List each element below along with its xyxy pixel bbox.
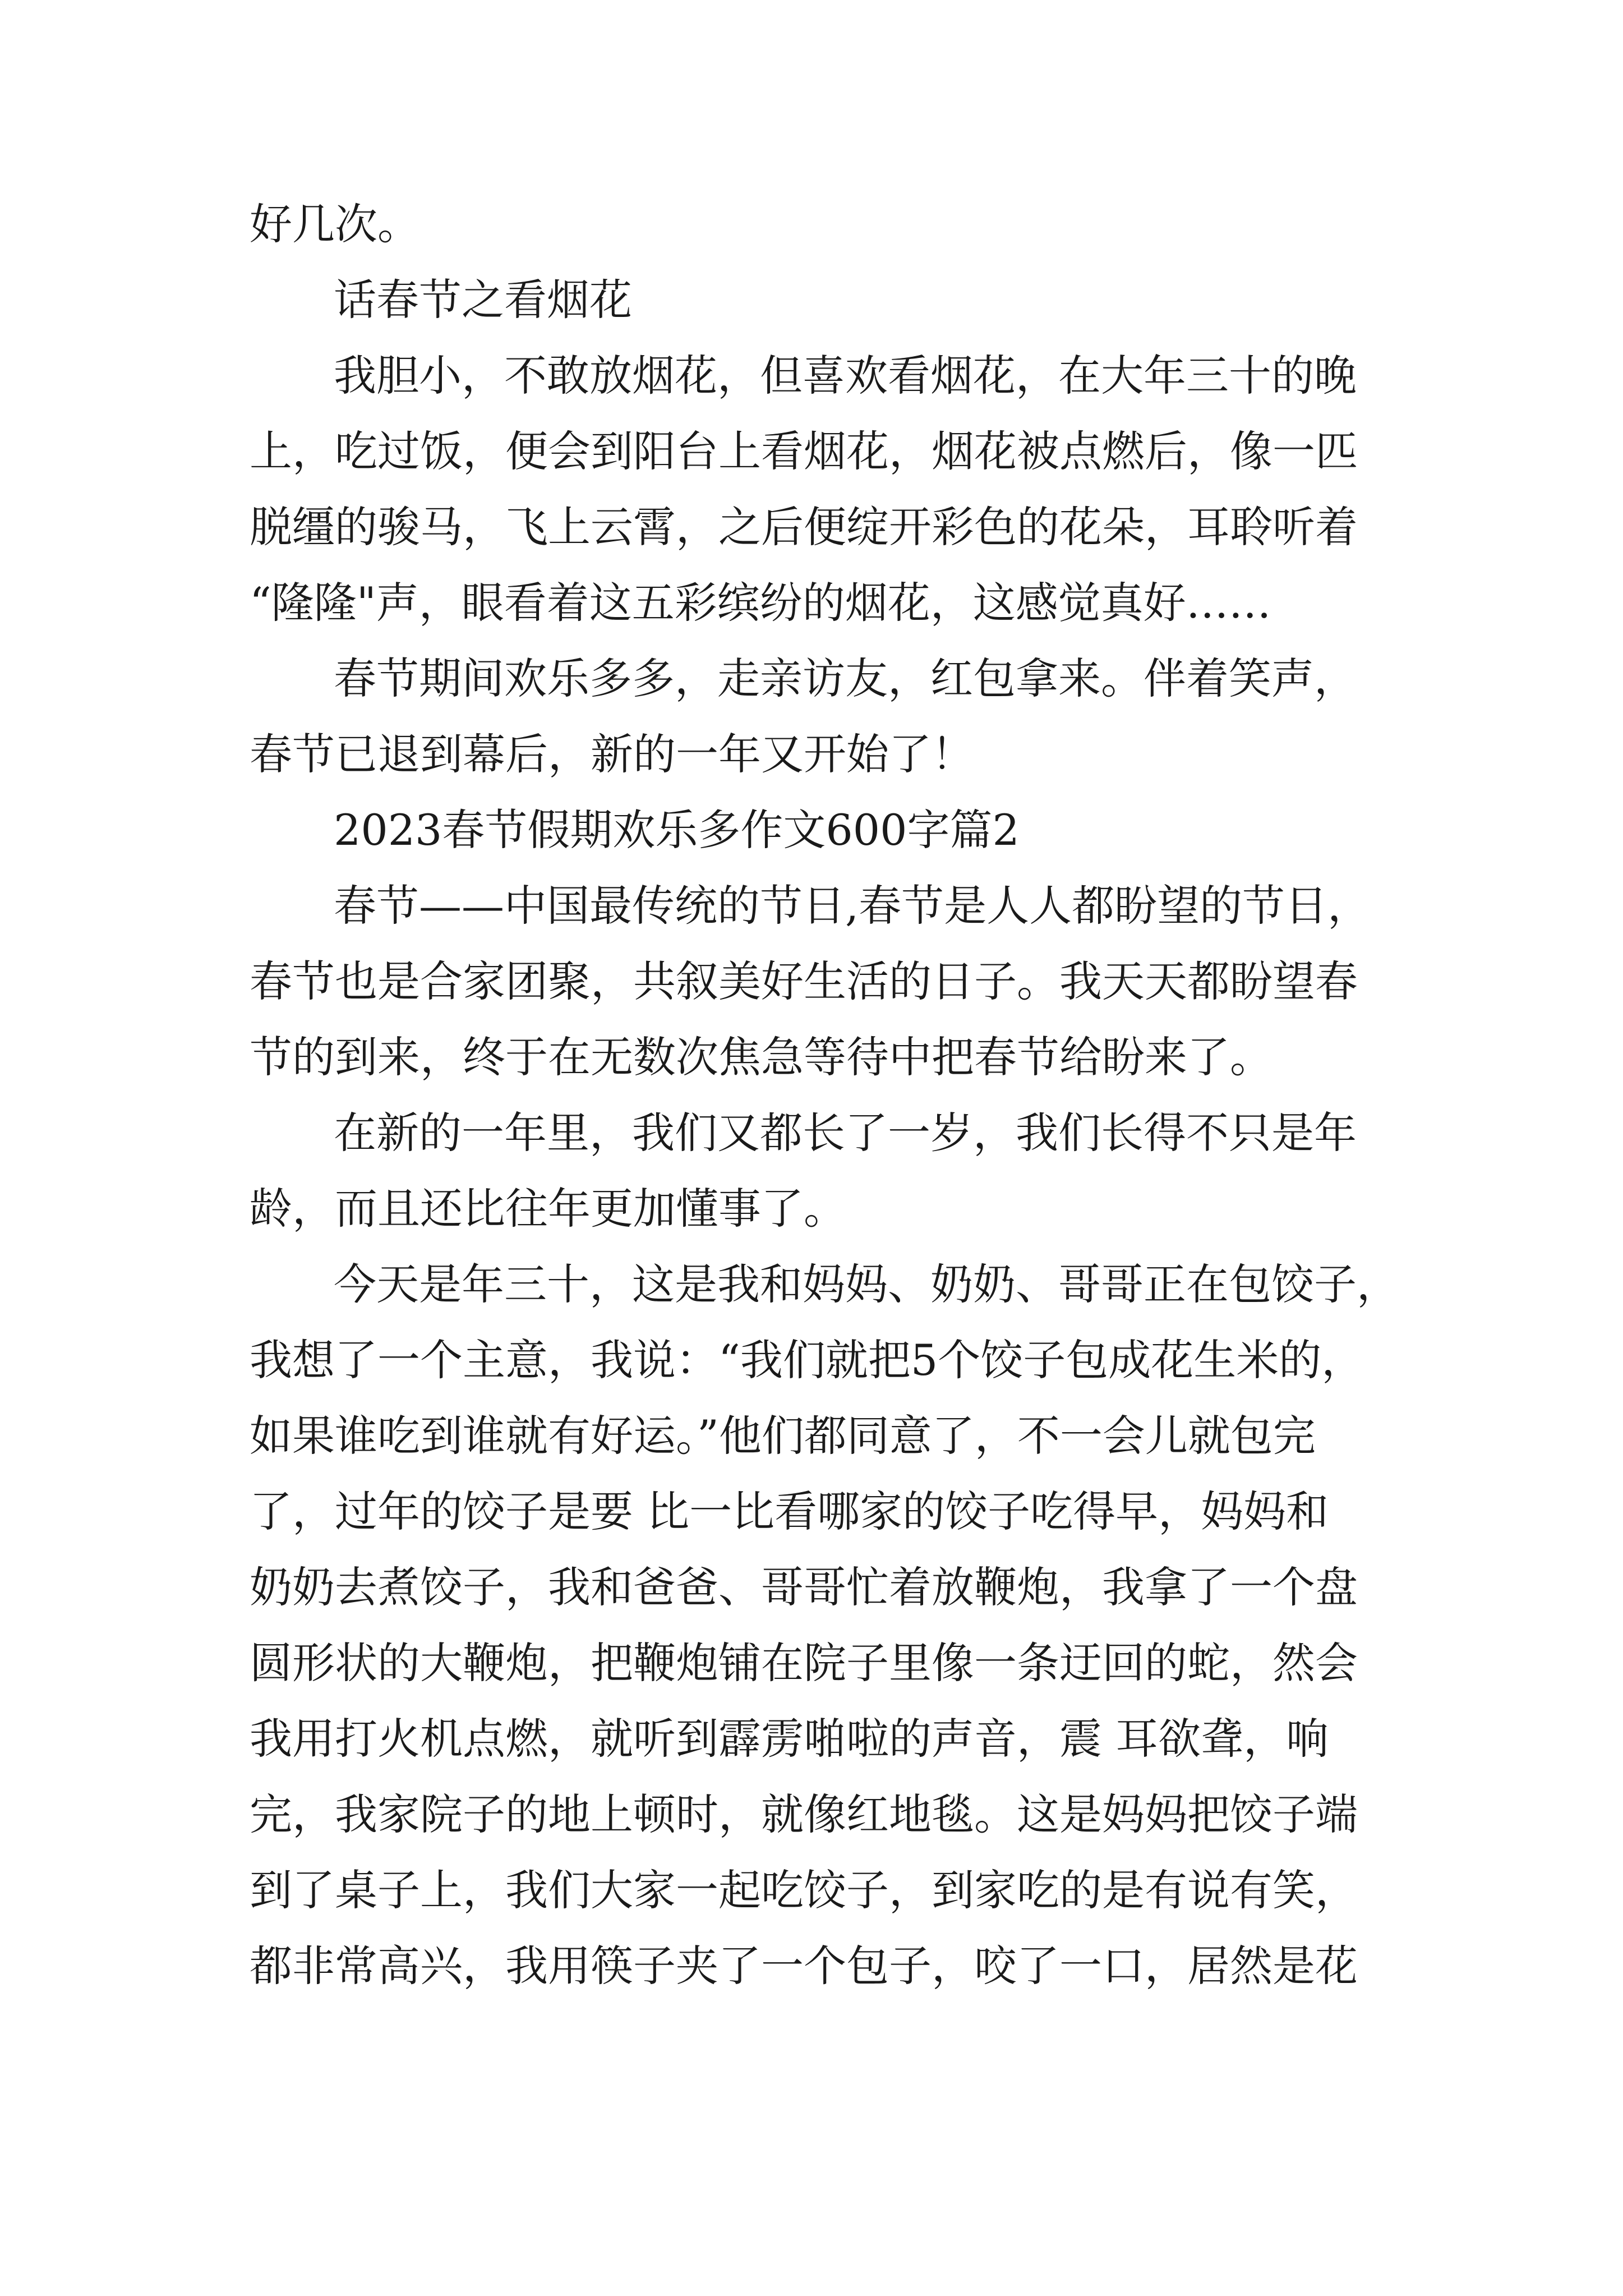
text-line: 春节也是合家团聚，共叙美好生活的日子。我天天都盼望春: [250, 956, 1358, 1006]
text-line: 春节——中国最传统的节日,春节是人人都盼望的节日，: [334, 881, 1371, 931]
text-line: 节的到来，终于在无数次焦急等待中把春节给盼来了。: [250, 1032, 1272, 1082]
section-heading: 话春节之看烟花: [334, 275, 632, 325]
text-line: 好几次。: [250, 199, 420, 249]
text-line: 圆形状的大鞭炮，把鞭炮铺在院子里像一条迂回的蛇，然会: [250, 1638, 1358, 1688]
text-line: 到了桌子上，我们大家一起吃饺子，到家吃的是有说有笑，: [250, 1865, 1358, 1915]
text-line: 如果谁吃到谁就有好运。”他们都同意了，不一会儿就包完: [250, 1411, 1316, 1461]
text-line: 春节已退到幕后，新的一年又开始了！: [250, 729, 974, 779]
text-line: 脱缰的骏马，飞上云霄，之后便绽开彩色的花朵，耳聆听着: [250, 502, 1358, 552]
text-line: 我想了一个主意，我说：“我们就把5个饺子包成花生米的，: [250, 1335, 1364, 1385]
text-line: 春节期间欢乐多多，走亲访友，红包拿来。伴着笑声，: [334, 654, 1357, 703]
text-line: 都非常高兴，我用筷子夹了一个包子，咬了一口，居然是花: [250, 1941, 1358, 1991]
text-line: 完，我家院子的地上顿时，就像红地毯。这是妈妈把饺子端: [250, 1789, 1358, 1839]
text-line: 今天是年三十，这是我和妈妈、奶奶、哥哥正在包饺子，: [334, 1259, 1399, 1309]
article-title: 2023春节假期欢乐多作文600字篇2: [334, 805, 1020, 855]
text-line: 在新的一年里，我们又都长了一岁，我们长得不只是年: [334, 1108, 1357, 1158]
text-line: 上，吃过饭，便会到阳台上看烟花，烟花被点燃后，像一匹: [250, 426, 1358, 476]
text-line: 了，过年的饺子是要 比一比看哪家的饺子吃得早，妈妈和: [250, 1487, 1329, 1536]
text-line: 龄，而且还比往年更加懂事了。: [250, 1184, 846, 1234]
text-line: 我用打火机点燃，就听到霹雳啪啦的声音，震 耳欲聋，响: [250, 1714, 1329, 1764]
text-line: “隆隆"声，眼看着这五彩缤纷的烟花，这感觉真好……: [250, 578, 1271, 628]
text-line: 奶奶去煮饺子，我和爸爸、哥哥忙着放鞭炮，我拿了一个盘: [250, 1562, 1358, 1612]
text-line: 我胆小，不敢放烟花，但喜欢看烟花，在大年三十的晚: [334, 351, 1357, 401]
